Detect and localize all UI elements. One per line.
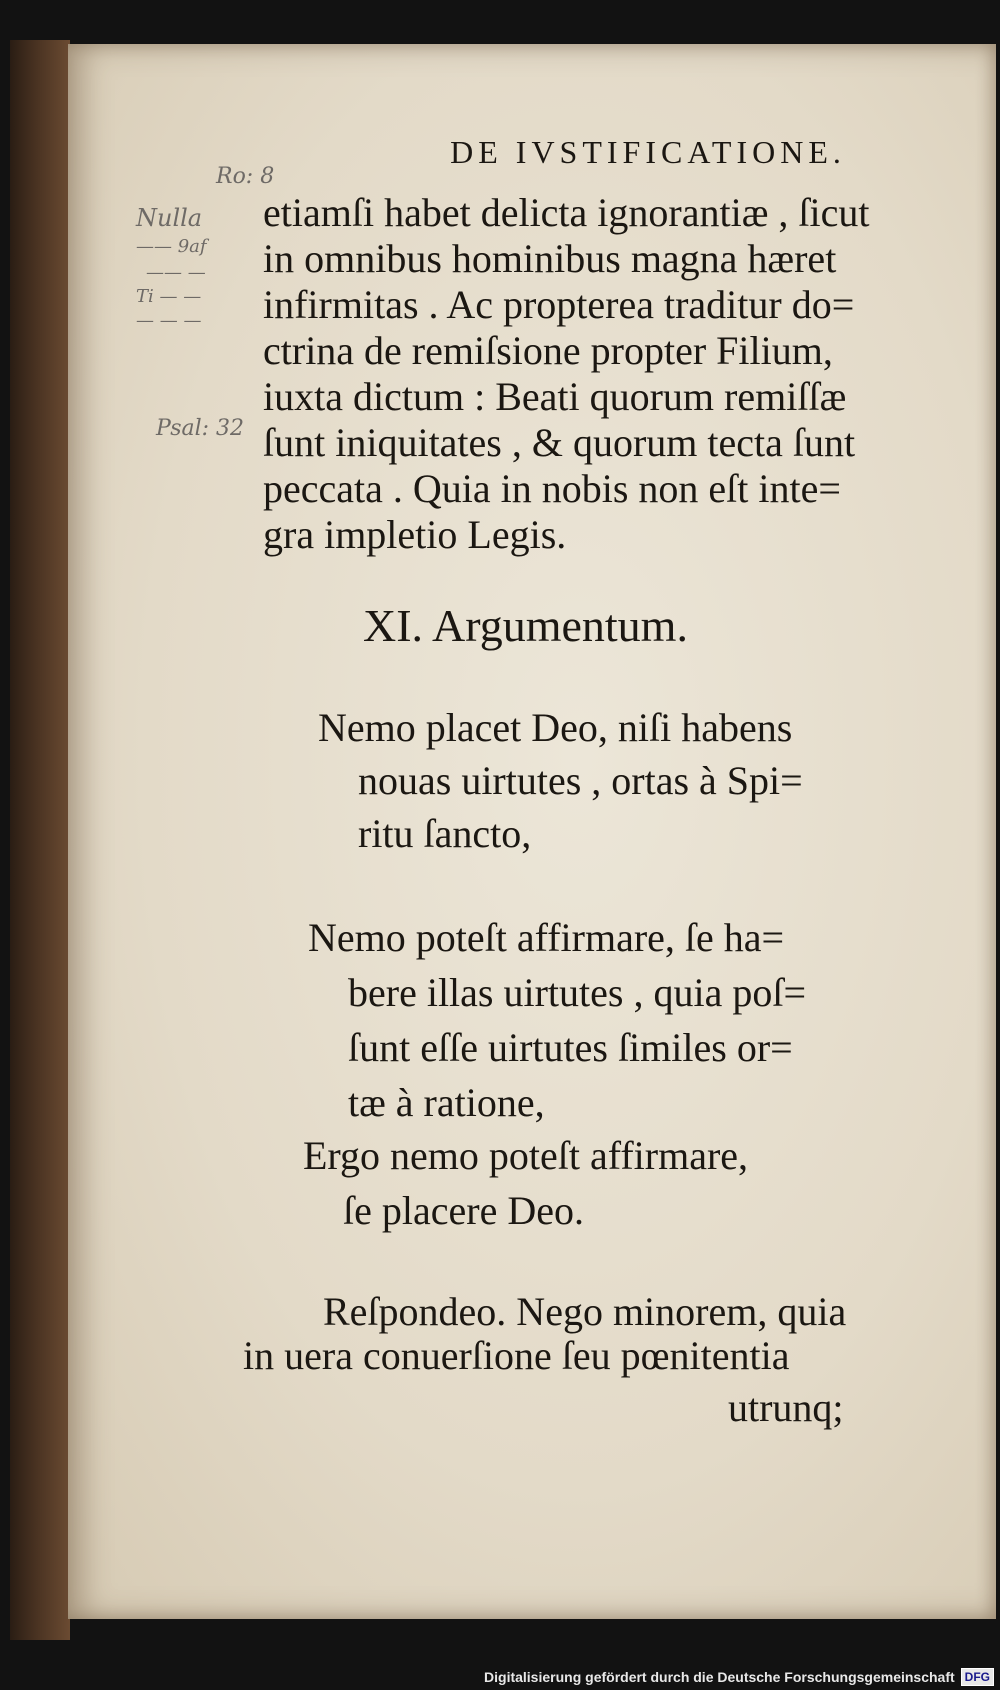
text-line: in omnibus hominibus magna hæret — [263, 236, 837, 281]
text-line: infirmitas . Ac propterea traditur do= — [263, 282, 855, 327]
response-line: Reſpondeo. Nego minorem, quia — [323, 1289, 847, 1334]
text-line: peccata . Quia in nobis non eſt inte= — [263, 466, 841, 511]
book-page — [68, 44, 996, 1619]
argument-line: nouas uirtutes , ortas à Spi= — [358, 758, 803, 803]
digitization-footer — [484, 1666, 994, 1688]
text-line: etiamſi habet delicta ignorantiæ , ſicut — [263, 190, 870, 235]
paragraph — [263, 189, 983, 599]
text-line: ſunt iniquitates , & quorum tecta ſunt — [263, 420, 856, 465]
argument-line: bere illas uirtutes , quia poſ= — [348, 970, 807, 1015]
margin-note: Psal: 32 — [156, 416, 245, 441]
footer-text: Digitalisierung gefördert durch die Deutsche Forschungsgemeinschaft — [484, 1669, 955, 1685]
margin-note: —— — — [146, 262, 206, 283]
margin-note: Ti — — — [136, 286, 202, 307]
text-line: ctrina de remiſsione propter Filium, — [263, 328, 833, 373]
response-line: in uera conuerſione ſeu pœnitentia — [243, 1333, 790, 1378]
text-line: gra impletio Legis. — [263, 512, 567, 557]
argument-line: ſe placere Deo. — [343, 1188, 584, 1233]
argument-line: Nemo placet Deo, niſi habens — [318, 705, 793, 750]
margin-note: —— 9af — [136, 236, 207, 257]
margin-note: — — — — [136, 310, 202, 331]
argument-line: ritu ſancto, — [358, 811, 532, 856]
margin-note: Ro: 8 — [216, 164, 275, 189]
text-line: iuxta dictum : Beati quorum remiſſæ — [263, 374, 847, 419]
argument-line: tæ à ratione, — [348, 1080, 545, 1125]
book-spine-edge — [10, 40, 70, 1640]
running-header: DE IVSTIFICATIONE. — [450, 134, 846, 170]
section-title: XI. Argumentum. — [363, 600, 688, 651]
margin-note: Nulla — [136, 204, 203, 232]
argument-line: Nemo poteſt affirmare, ſe ha= — [308, 915, 785, 960]
dfg-logo: DFG — [961, 1668, 994, 1686]
argument-line: Ergo nemo poteſt affirmare, — [303, 1133, 749, 1178]
argument-line: ſunt eſſe uirtutes ſimiles or= — [348, 1025, 793, 1070]
catchword: utrunq; — [728, 1385, 844, 1430]
